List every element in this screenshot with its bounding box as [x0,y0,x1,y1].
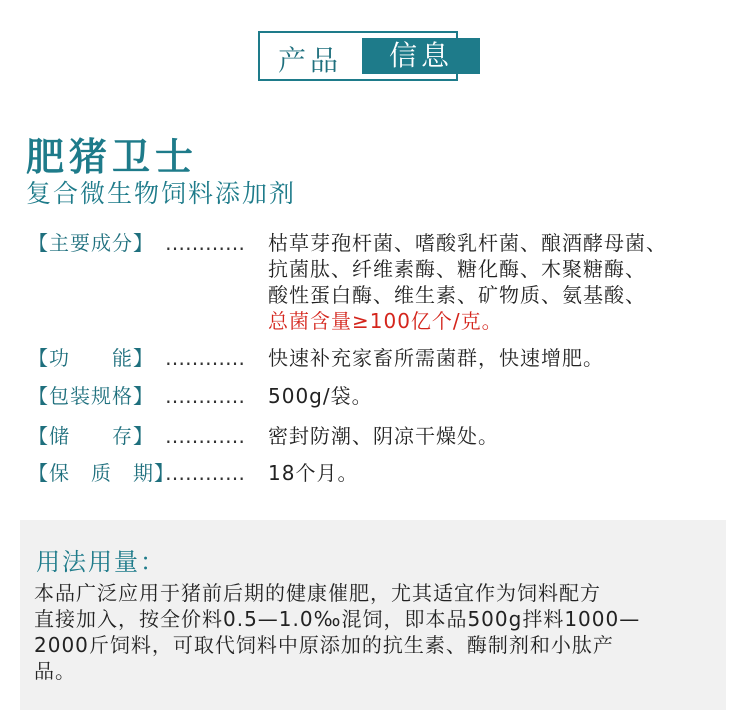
value-line: 密封防潮、阴凉干燥处。 [268,424,499,448]
product-name: 肥猪卫士 [26,135,199,179]
value-line: 酸性蛋白酶、维生素、矿物质、氨基酸、 [268,283,646,307]
total-bacteria-highlight: 总菌含量≥100亿个/克。 [268,309,503,333]
row-value [268,423,738,449]
usage-text [34,580,714,684]
row-label: 【功 能】 [28,346,154,370]
row-dots: ………… [165,461,245,485]
row-label: 【包装规格】 [28,384,154,408]
value-line: 快速补充家畜所需菌群，快速增肥。 [268,346,604,370]
row-dots: ………… [165,346,245,370]
row-value [268,383,738,409]
row-value [268,345,738,371]
row-label: 【保 质 期】 [28,461,175,485]
row-dots: ………… [165,231,245,255]
usage-line: 2000斤饲料，可取代饲料中原添加的抗生素、酶制剂和小肽产 [34,633,614,657]
value-line: 抗菌肽、纤维素酶、糖化酶、木聚糖酶、 [268,257,646,281]
usage-title: 用法用量： [36,548,166,576]
row-value [268,230,738,334]
header-left-text: 产品 [278,44,343,77]
row-label: 【主要成分】 [28,231,154,255]
usage-line: 直接加入，按全价料0.5—1.0‰混饲，即本品500g拌料1000— [34,607,641,631]
header-right-badge: 信息 [362,38,480,74]
usage-line: 本品广泛应用于猪前后期的健康催肥，尤其适宜作为饲料配方 [34,581,601,605]
value-line: 枯草芽孢杆菌、嗜酸乳杆菌、酿酒酵母菌、 [268,231,667,255]
usage-panel [20,520,726,710]
product-subtitle: 复合微生物饲料添加剂 [26,179,297,208]
row-dots: ………… [165,424,245,448]
row-dots: ………… [165,384,245,408]
value-line: 18个月。 [268,461,359,485]
value-line: 500g/袋。 [268,384,373,408]
row-value [268,460,738,486]
row-label: 【储 存】 [28,424,154,448]
usage-line: 品。 [34,659,76,683]
